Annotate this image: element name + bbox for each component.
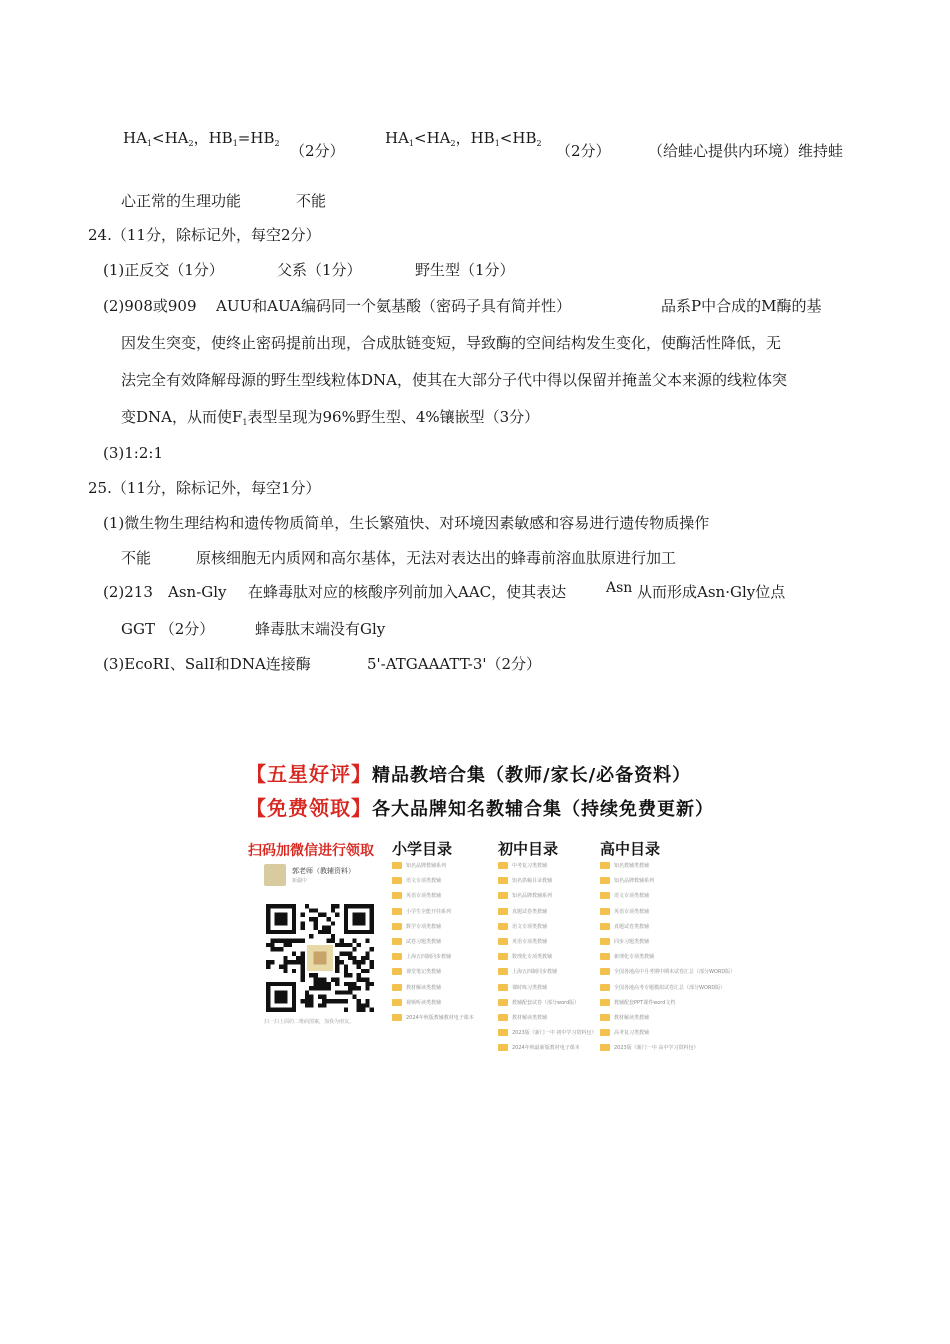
catalog-item[interactable] xyxy=(600,873,700,888)
catalog-item[interactable] xyxy=(600,904,700,919)
catalog-item-label: 视频听读类教辅 xyxy=(406,999,442,1006)
q24-p1-b: 父系（1分） xyxy=(277,261,362,279)
primary-catalog-title: 小学目录 xyxy=(392,840,453,858)
contact-location: 新疆中 xyxy=(292,878,308,884)
formula-1: $HA_1<HA_2$，$HB_1=HB_2$ xyxy=(123,129,280,148)
q25-p2-a: (2)213 xyxy=(103,583,153,601)
answer-line-2a: 心正常的生理功能 xyxy=(121,192,242,210)
q25-p2-d: Asn xyxy=(606,580,633,596)
q24-p2-b: AUU和AUA编码同一个氨基酸（密码子具有简并性） xyxy=(216,297,571,315)
catalog-item-label: 2024年秋最新版教材电子课本 xyxy=(512,1045,580,1052)
catalog-item-label: 教辅配套试卷（部分word版） xyxy=(512,999,580,1006)
catalog-item-label: 语文专项类教辅 xyxy=(406,878,442,885)
folder-icon xyxy=(600,968,610,975)
q25-heading: 25.（11分，除标记外，每空1分） xyxy=(88,479,321,497)
catalog-item[interactable] xyxy=(600,1040,700,1055)
catalog-item[interactable] xyxy=(600,949,700,964)
catalog-item-label: 2023版《新门一中 初中学习资料包》 xyxy=(512,1030,597,1037)
folder-icon xyxy=(600,1029,610,1036)
folder-icon xyxy=(600,877,610,884)
catalog-item-label: 新理化专项类教辅 xyxy=(614,954,655,961)
q24-p3: (3)1:2:1 xyxy=(103,444,163,462)
folder-icon xyxy=(392,1014,402,1021)
catalog-item-label: 英语专项类教辅 xyxy=(406,893,442,900)
q24-p2-c: 品系P中合成的M酶的基 xyxy=(661,297,822,315)
q25-p2-f: GGT （2分） xyxy=(121,620,215,638)
catalog-item[interactable] xyxy=(600,995,700,1010)
catalog-item-label: 同步习题类教辅 xyxy=(614,939,650,946)
catalog-item[interactable] xyxy=(392,888,492,903)
q24-p2-line4: 变DNA，从而使$F_1$表型呈现为96%野生型、4%镶嵌型（3分） xyxy=(121,408,540,427)
answer-text: （给蛙心提供内环境）维持蛙 xyxy=(648,142,844,160)
q24-heading: 24.（11分，除标记外，每空2分） xyxy=(88,226,321,244)
folder-icon xyxy=(392,877,402,884)
catalog-item-label: 知名品牌教辅系列 xyxy=(406,863,447,870)
catalog-item[interactable] xyxy=(600,1010,700,1025)
formula-2: $HA_1<HA_2$，$HB_1<HB_2$ xyxy=(385,129,542,148)
catalog-item[interactable] xyxy=(600,980,726,995)
promo-heading-2: 【免费领取】各大品牌知名教辅合集（持续免费更新） xyxy=(246,796,714,820)
catalog-item[interactable] xyxy=(498,888,598,903)
folder-icon xyxy=(498,968,508,975)
junior-catalog-list xyxy=(498,858,598,1055)
catalog-item[interactable] xyxy=(498,1010,598,1025)
catalog-item[interactable] xyxy=(498,949,598,964)
catalog-item-label: 全国各地高考专题模拟试卷汇总（部分WORD版） xyxy=(614,984,726,991)
junior-catalog-title: 初中目录 xyxy=(498,840,559,858)
catalog-item[interactable] xyxy=(498,873,598,888)
contact-name: 郭老师（教辅资料） xyxy=(292,867,355,875)
q24-p2-line3: 法完全有效降解母源的野生型线粒体DNA，使其在大部分子代中得以保留并掩盖父本来源的线粒体突 xyxy=(121,371,787,389)
folder-icon xyxy=(600,938,610,945)
catalog-item-label: 中考复习类教辅 xyxy=(512,863,548,870)
catalog-item-label: 真题试卷类教辅 xyxy=(614,923,650,930)
catalog-item-label: 数理化专项类教辅 xyxy=(512,954,553,961)
avatar xyxy=(264,864,286,886)
q24-p1-a: (1)正反交（1分） xyxy=(103,261,224,279)
catalog-item-label: 教辅配套PPT课件word文档 xyxy=(614,999,676,1006)
q24-p1-c: 野生型（1分） xyxy=(415,261,515,279)
folder-icon xyxy=(392,862,402,869)
folder-icon xyxy=(498,1044,508,1051)
qr-code[interactable] xyxy=(266,904,374,1012)
folder-icon xyxy=(600,892,610,899)
folder-icon xyxy=(392,953,402,960)
catalog-item[interactable] xyxy=(392,949,492,964)
catalog-item-label: 知名供稿目录教辅 xyxy=(512,878,553,885)
folder-icon xyxy=(600,908,610,915)
folder-icon xyxy=(392,908,402,915)
promo-banner[interactable] xyxy=(246,758,736,1052)
q25-p2-e: 从而形成Asn·Gly位点 xyxy=(637,583,786,601)
catalog-item[interactable] xyxy=(498,904,598,919)
catalog-item[interactable] xyxy=(600,858,700,873)
folder-icon xyxy=(392,938,402,945)
catalog-item[interactable] xyxy=(498,964,598,979)
folder-icon xyxy=(600,1014,610,1021)
catalog-item-label: 数学专项类教辅 xyxy=(406,923,442,930)
catalog-item[interactable] xyxy=(600,919,700,934)
catalog-item-label: 教材解读类教辅 xyxy=(614,1014,650,1021)
q25-p2-g: 蜂毒肽末端没有Gly xyxy=(255,620,386,638)
catalog-item-label: 上海五四制同步教辅 xyxy=(512,969,558,976)
q24-p2-line2: 因发生突变，使终止密码提前出现，合成肽链变短，导致酶的空间结构发生变化，使酶活性降低，无 xyxy=(121,334,782,352)
catalog-item-label: 教材解读类教辅 xyxy=(406,984,442,991)
folder-icon xyxy=(392,984,402,991)
points-1: （2分） xyxy=(290,142,345,160)
folder-icon xyxy=(498,923,508,930)
folder-icon xyxy=(498,877,508,884)
q25-p1-a: 不能 xyxy=(121,549,152,567)
catalog-item[interactable] xyxy=(600,1025,700,1040)
folder-icon xyxy=(498,862,508,869)
catalog-item[interactable] xyxy=(392,980,492,995)
catalog-item[interactable] xyxy=(392,1010,492,1025)
folder-icon xyxy=(600,862,610,869)
catalog-item-label: 课时练习类教辅 xyxy=(512,984,548,991)
catalog-item[interactable] xyxy=(600,888,700,903)
q24-p2-a: (2)908或909 xyxy=(103,297,197,315)
catalog-item-label: 上海五四制同步教辅 xyxy=(406,954,452,961)
folder-icon xyxy=(600,1044,610,1051)
catalog-item-label: 小学生全能开挂系列 xyxy=(406,908,452,915)
qr-caption: 扫一扫上面的二维码图案，加我为朋友。 xyxy=(264,1019,355,1025)
folder-icon xyxy=(498,1014,508,1021)
catalog-item-label: 真题试卷类教辅 xyxy=(512,908,548,915)
catalog-item[interactable] xyxy=(392,873,492,888)
catalog-item[interactable] xyxy=(498,934,598,949)
q25-p2-c: 在蜂毒肽对应的核酸序列前加入AAC，使其表达 xyxy=(248,583,567,601)
catalog-item-label: 知名教辅类教辅 xyxy=(614,863,650,870)
catalog-item-label: 语文专项类教辅 xyxy=(614,893,650,900)
folder-icon xyxy=(600,984,610,991)
catalog-item-label: 高考复习类教辅 xyxy=(614,1030,650,1037)
folder-icon xyxy=(392,892,402,899)
catalog-item[interactable] xyxy=(392,964,492,979)
primary-catalog-list xyxy=(392,858,492,1025)
catalog-item-label: 知名品牌教辅系列 xyxy=(614,878,655,885)
catalog-item[interactable] xyxy=(498,919,598,934)
catalog-item[interactable] xyxy=(498,980,598,995)
points-2: （2分） xyxy=(556,142,611,160)
folder-icon xyxy=(498,953,508,960)
folder-icon xyxy=(600,953,610,960)
catalog-item-label: 语文专项类教辅 xyxy=(512,923,548,930)
wechat-contact-card xyxy=(264,862,376,890)
catalog-item[interactable] xyxy=(600,964,736,979)
folder-icon xyxy=(392,968,402,975)
folder-icon xyxy=(600,923,610,930)
catalog-item[interactable] xyxy=(498,858,598,873)
catalog-item[interactable] xyxy=(600,934,700,949)
catalog-item[interactable] xyxy=(392,995,492,1010)
senior-catalog-title: 高中目录 xyxy=(600,840,661,858)
q25-p1-line1: (1)微生物生理结构和遗传物质简单，生长繁殖快、对环境因素敏感和容易进行遗传物质操作 xyxy=(103,514,710,532)
catalog-item-label: 试卷习题类教辅 xyxy=(406,939,442,946)
q25-p1-b: 原核细胞无内质网和高尔基体，无法对表达出的蜂毒前溶血肽原进行加工 xyxy=(196,549,677,567)
q25-p2-b: Asn-Gly xyxy=(168,583,227,601)
catalog-item-label: 英语专项类教辅 xyxy=(614,908,650,915)
folder-icon xyxy=(600,999,610,1006)
catalog-item[interactable] xyxy=(392,919,492,934)
catalog-item[interactable] xyxy=(392,904,492,919)
catalog-item-label: 课堂笔记类教辅 xyxy=(406,969,442,976)
folder-icon xyxy=(498,984,508,991)
folder-icon xyxy=(498,999,508,1006)
catalog-item[interactable] xyxy=(498,1025,598,1040)
catalog-item-label: 知名品牌教辅系列 xyxy=(512,893,553,900)
catalog-item[interactable] xyxy=(498,995,598,1010)
answer-line-2b: 不能 xyxy=(296,192,327,210)
scan-to-claim-label: 扫码加微信进行领取 xyxy=(248,843,374,859)
catalog-item-label: 2023版《新门一中 高中学习资料包》 xyxy=(614,1045,699,1052)
catalog-item-label: 2024年秋版教辅教材电子课本 xyxy=(406,1014,474,1021)
senior-catalog-list xyxy=(600,858,736,1055)
answer-line-1 xyxy=(123,128,280,154)
folder-icon xyxy=(498,908,508,915)
catalog-item-label: 教材解读类教辅 xyxy=(512,1014,548,1021)
folder-icon xyxy=(392,923,402,930)
folder-icon xyxy=(392,999,402,1006)
catalog-item[interactable] xyxy=(392,858,492,873)
q25-p3-b: 5'-ATGAAATT-3'（2分） xyxy=(367,655,542,673)
catalog-item[interactable] xyxy=(392,934,492,949)
folder-icon xyxy=(498,938,508,945)
folder-icon xyxy=(498,1029,508,1036)
catalog-item[interactable] xyxy=(498,1040,598,1055)
q25-p3-a: (3)EcoRI、SalI和DNA连接酶 xyxy=(103,655,311,673)
catalog-item-label: 全国各地高中月考期中期末试卷汇总（部分WORD版） xyxy=(614,969,736,976)
folder-icon xyxy=(498,892,508,899)
promo-heading-1: 【五星好评】精品教培合集（教师/家长/必备资料） xyxy=(246,762,692,786)
catalog-item-label: 英语专项类教辅 xyxy=(512,939,548,946)
